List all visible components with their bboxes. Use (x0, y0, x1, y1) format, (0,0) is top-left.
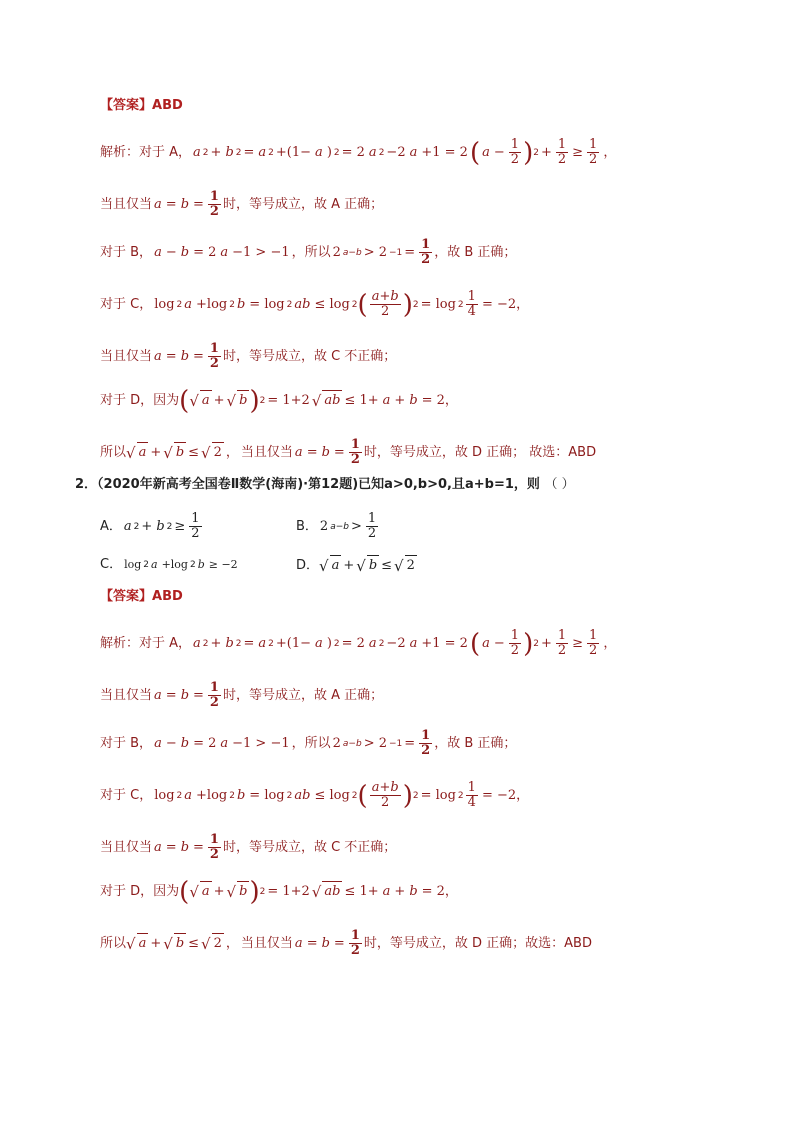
question-stem (75, 475, 575, 495)
answer-blank: （ ） (544, 477, 575, 492)
option-b: B． 2 a−b > $\frac{1}{2}$ (296, 511, 377, 541)
option-c: C． log 2 a +log 2 b ≥ −2 (100, 557, 238, 572)
analysis-d-line-2: 对于 D，因为 ( √ a + √ b ) 2 = 1+2 √ ab ≤ 1+ a + b = 2， (100, 876, 458, 907)
question-text: 已知a>0,b>0,且a+b=1，则 (358, 477, 540, 492)
analysis-d-line-1: 对于 D，因为 ( √ a + √ b ) 2 = 1+2 √ ab ≤ 1+ a + b = 2， (100, 385, 458, 416)
analysis-b-line-1: 对于 B， a − b = 2 a −1 > −1 ，所以 2 a−b > 2 −1 = $\frac{1}{2}$ ，故 B 正确； (100, 237, 517, 267)
conclusion-d-line-1: 所以 √ a + √ b ≤ √ 2 ， 当且仅当 a = b = $\frac{1}{2}$ 时，等号成立，故 D 正确； 故选：ABD (100, 437, 597, 467)
analysis-b-line-2: 对于 B， a − b = 2 a −1 > −1 ，所以 2 a−b > 2 −1 = $\frac{1}{2}$ ，故 B 正确； (100, 728, 517, 758)
equality-c-line-2: 当且仅当 a = b = $\frac{1}{2}$ 时，等号成立，故 C 不正确； (100, 832, 397, 862)
analysis-prefix: 解析：对于 A， (100, 144, 192, 160)
option-d: D． √ a + √ b ≤ √ 2 (296, 556, 415, 575)
analysis-a-line-1: 解析：对于 A， a 2 + b 2 = a 2 +(1− a ) 2 = 2 a 2 −2 a +1 = 2 ( a − $\frac{1}{2}$ ) 2 + $\frac{1}{2}$ ≥ $\frac{1}{2}$ ， (100, 137, 617, 168)
option-a: A． a 2 + b 2 ≥ $\frac{1}{2}$ (100, 511, 200, 541)
analysis-a-line-2: 解析：对于 A， a 2 + b 2 = a 2 +(1− a ) 2 = 2 a 2 −2 a +1 = 2 ( a − $\frac{1}{2}$ ) 2 + $\frac{1}{2}$ ≥ $\frac{1}{2}$ ， (100, 628, 617, 659)
question-number: 2． (75, 477, 98, 492)
answer-label: 【答案】 (100, 98, 153, 113)
equality-a-line-1: 当且仅当 a = b = $\frac{1}{2}$ 时，等号成立，故 A 正确； (100, 189, 384, 219)
equality-a-line-2: 当且仅当 a = b = $\frac{1}{2}$ 时，等号成立，故 A 正确； (100, 680, 384, 710)
answer-line-1 (100, 96, 183, 116)
answer-value: ABD (152, 98, 183, 113)
answer-line-2: 【答案】 ABD (100, 589, 183, 604)
equality-c-line-1: 当且仅当 a = b = $\frac{1}{2}$ 时，等号成立，故 C 不正确； (100, 341, 397, 371)
question-source: （2020年新高考全国卷Ⅱ数学(海南)·第12题) (97, 477, 359, 492)
analysis-c-line-2: 对于 C， log 2 a +log 2 b = log 2 ab ≤ log 2 ( $\frac{a+b}{2}$ ) 2 = log 2 $\frac{1}{4}$ = −2， (100, 780, 530, 811)
conclusion-d-line-2: 所以 √ a + √ b ≤ √ 2 ， 当且仅当 a = b = $\frac{1}{2}$ 时，等号成立，故 D 正确；故选：ABD (100, 928, 592, 958)
analysis-c-line-1: 对于 C， log 2 a +log 2 b = log 2 ab ≤ log 2 ( $\frac{a+b}{2}$ ) 2 = log 2 $\frac{1}{4}$ = −2， (100, 289, 530, 320)
